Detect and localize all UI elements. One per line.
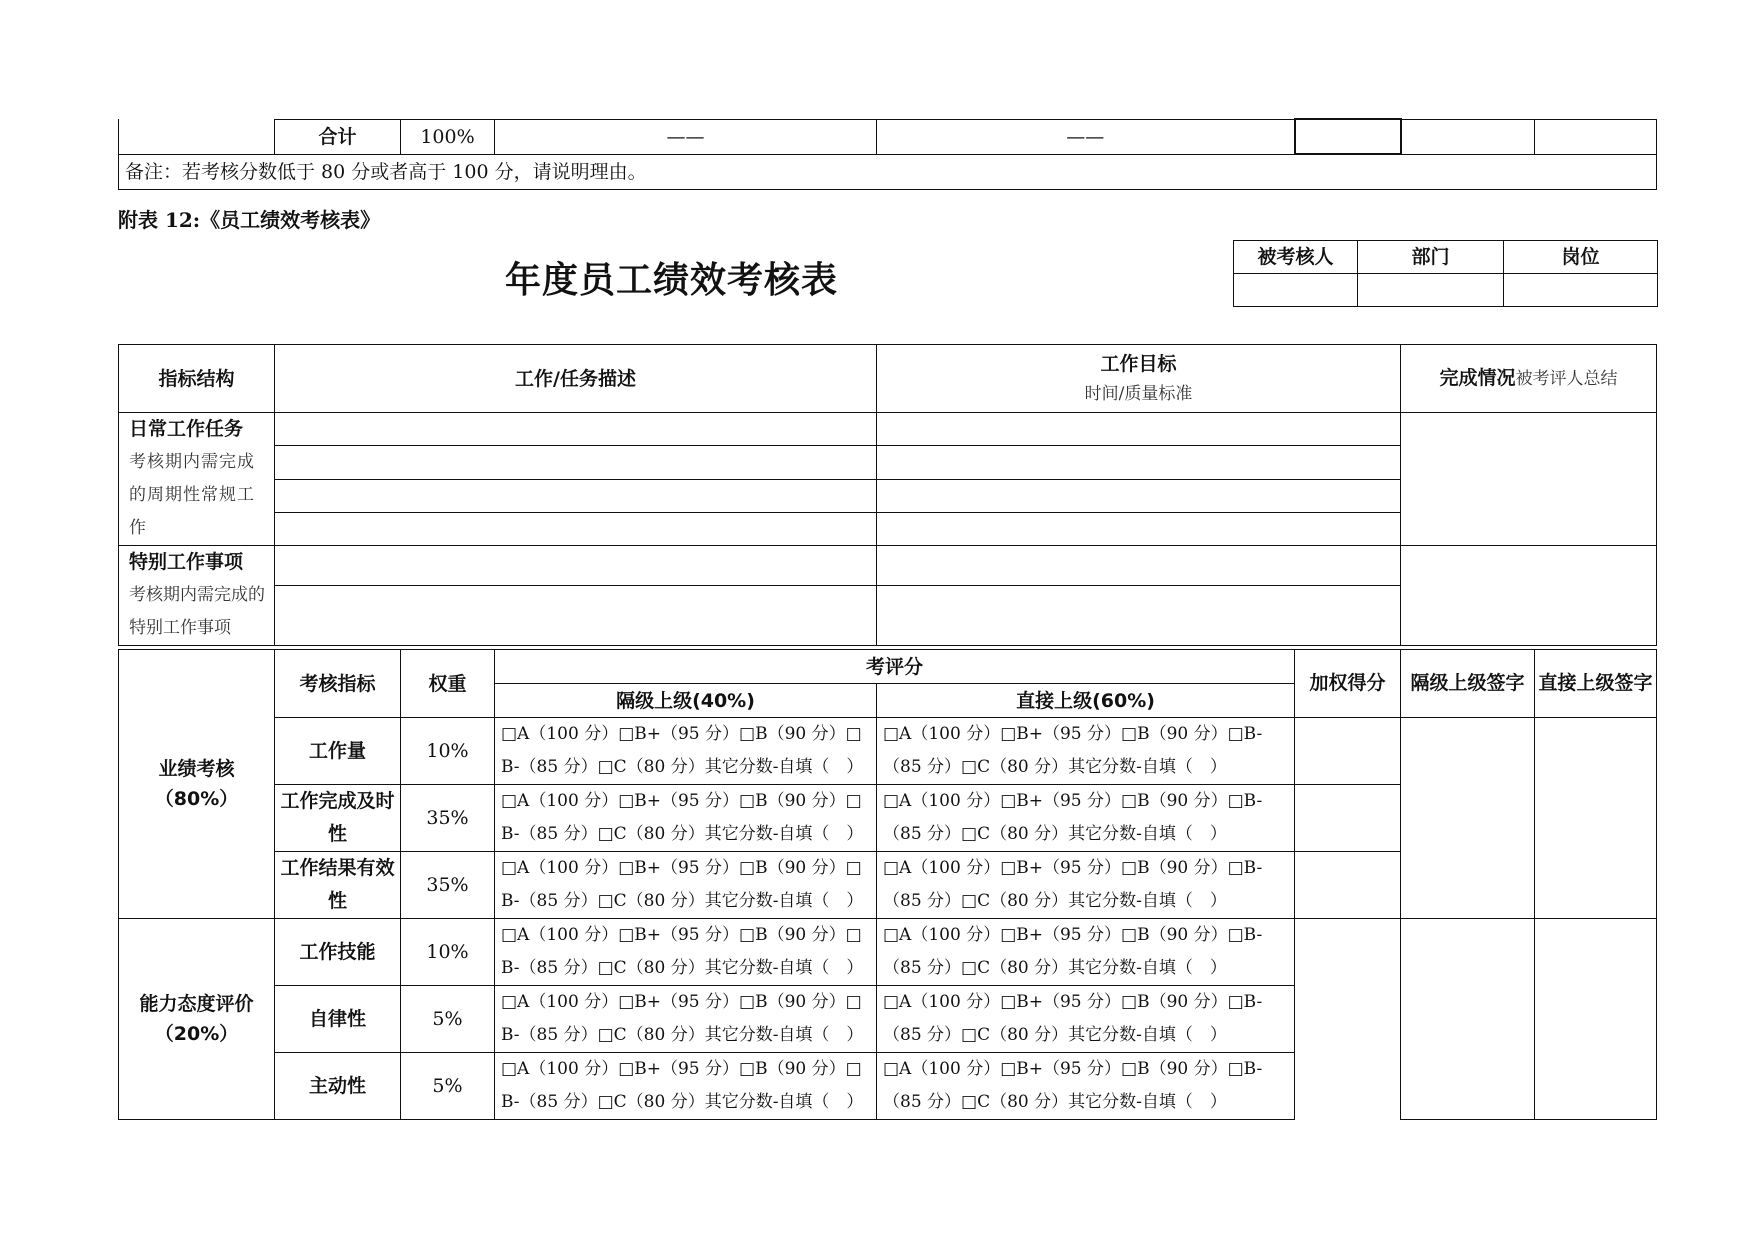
option-line: □A（100 分）□B+（95 分）□B（90 分）□B- [883,724,1263,744]
total-score-cell[interactable] [1295,119,1401,154]
header-structure: 指标结构 [119,345,275,413]
daily-task-cell [119,413,275,546]
option-line: B-（85 分）□C（80 分）其它分数-自填（ ） [501,757,864,777]
header-weighted: 加权得分 [1295,650,1401,718]
task-goal-field[interactable] [877,512,1401,545]
header-done [1401,345,1657,413]
task-desc-field[interactable] [275,512,877,545]
option-line: □A（100 分）□B+（95 分）□B（90 分）□ [501,1059,862,1079]
blank-cell [119,119,275,154]
task-goal-field[interactable] [877,586,1401,646]
header-score: 考评分 [495,650,1295,684]
indicator-weight: 5% [401,986,495,1053]
skip-level-options[interactable] [495,986,877,1053]
skip-level-options[interactable] [495,1053,877,1120]
skip-level-options[interactable] [495,785,877,852]
option-line: □A（100 分）□B+（95 分）□B（90 分）□ [501,791,862,811]
option-line: □A（100 分）□B+（95 分）□B（90 分）□ [501,992,862,1012]
department-field[interactable] [1358,274,1504,307]
option-line: （85 分）□C（80 分）其它分数-自填（ ） [883,1025,1227,1045]
direct-sign-field[interactable] [1535,718,1657,919]
header-goal [877,345,1401,413]
task-desc-field[interactable] [275,586,877,646]
skip-sign-field[interactable] [1401,919,1535,1120]
dash-cell: —— [495,119,877,154]
daily-task-desc: 考核期内需完成的周期性常规工作 [129,452,255,538]
direct-level-options[interactable] [877,852,1295,919]
option-line: B-（85 分）□C（80 分）其它分数-自填（ ） [501,958,864,978]
indicator-weight: 5% [401,1053,495,1120]
total-weight: 100% [401,119,495,154]
employee-info-box [1233,240,1658,307]
direct-level-options[interactable] [877,1053,1295,1120]
option-line: B-（85 分）□C（80 分）其它分数-自填（ ） [501,1025,864,1045]
total-label: 合计 [275,119,401,154]
indicator-weight: 10% [401,718,495,785]
category-performance-title: 业绩考核 [158,758,235,780]
blank-cell[interactable] [1401,119,1535,154]
weighted-score-field[interactable] [1295,1053,1401,1120]
weighted-score-field[interactable] [1295,785,1401,852]
examinee-label: 被考核人 [1234,241,1358,274]
option-line: □A（100 分）□B+（95 分）□B（90 分）□B- [883,791,1263,811]
special-task-cell [119,546,275,646]
appendix-label: 附表 12:《员工绩效考核表》 [118,208,381,232]
indicator-weight: 10% [401,919,495,986]
daily-done-field[interactable] [1401,413,1657,546]
dash-cell: —— [877,119,1295,154]
indicator-name: 主动性 [275,1053,401,1120]
task-goal-field[interactable] [877,446,1401,479]
header-indicator: 考核指标 [275,650,401,718]
option-line: B-（85 分）□C（80 分）其它分数-自填（ ） [501,891,864,911]
option-line: □A（100 分）□B+（95 分）□B（90 分）□ [501,724,862,744]
header-done-sub: 被考评人总结 [1515,369,1618,389]
task-goal-field[interactable] [877,413,1401,446]
category-performance-pct: （80%） [154,788,239,810]
option-line: □A（100 分）□B+（95 分）□B（90 分）□B- [883,925,1263,945]
header-goal-title: 工作目标 [1100,352,1177,375]
scoring-table [118,649,1657,919]
direct-level-options[interactable] [877,718,1295,785]
ability-table [118,918,1657,1120]
special-done-field[interactable] [1401,546,1657,646]
skip-level-options[interactable] [495,718,877,785]
option-line: B-（85 分）□C（80 分）其它分数-自填（ ） [501,824,864,844]
appraisal-table [118,344,1657,680]
header-direct-level: 直接上级(60%) [877,684,1295,718]
indicator-name: 工作完成及时性 [275,785,401,852]
position-field[interactable] [1504,274,1658,307]
option-line: □A（100 分）□B+（95 分）□B（90 分）□ [501,858,862,878]
indicator-name: 工作结果有效性 [275,852,401,919]
direct-sign-field[interactable] [1535,919,1657,1120]
header-task: 工作/任务描述 [275,345,877,413]
indicator-name: 工作量 [275,718,401,785]
page-title: 年度员工绩效考核表 [505,260,839,301]
indicator-name: 自律性 [275,986,401,1053]
task-desc-field[interactable] [275,413,877,446]
special-task-title: 特别工作事项 [129,551,244,573]
category-ability-title: 能力态度评价 [139,993,254,1015]
category-ability-pct: （20%） [154,1023,239,1045]
note-text: 备注：若考核分数低于 80 分或者高于 100 分，请说明理由。 [119,154,1657,189]
header-weight: 权重 [401,650,495,718]
task-desc-field[interactable] [275,479,877,512]
summary-table [118,118,1657,190]
option-line: □A（100 分）□B+（95 分）□B（90 分）□B- [883,858,1263,878]
skip-sign-field[interactable] [1401,718,1535,919]
task-desc-field[interactable] [275,546,877,586]
direct-level-options[interactable] [877,986,1295,1053]
category-performance [119,650,275,919]
option-line: □A（100 分）□B+（95 分）□B（90 分）□B- [883,1059,1263,1079]
skip-level-options[interactable] [495,852,877,919]
header-done-title: 完成情况 [1439,367,1516,389]
option-line: （85 分）□C（80 分）其它分数-自填（ ） [883,824,1227,844]
position-label: 岗位 [1504,241,1658,274]
indicator-weight: 35% [401,852,495,919]
skip-level-options[interactable] [495,919,877,986]
task-desc-field[interactable] [275,446,877,479]
option-line: □A（100 分）□B+（95 分）□B（90 分）□B- [883,992,1263,1012]
blank-cell[interactable] [1535,119,1657,154]
indicator-name: 工作技能 [275,919,401,986]
option-line: （85 分）□C（80 分）其它分数-自填（ ） [883,891,1227,911]
header-skip-sign: 隔级上级签字 [1401,650,1535,718]
option-line: B-（85 分）□C（80 分）其它分数-自填（ ） [501,1092,864,1112]
weighted-score-field[interactable] [1295,986,1401,1053]
examinee-field[interactable] [1234,274,1358,307]
department-label: 部门 [1358,241,1504,274]
option-line: （85 分）□C（80 分）其它分数-自填（ ） [883,1092,1227,1112]
header-skip-level: 隔级上级(40%) [495,684,877,718]
weighted-score-field[interactable] [1295,718,1401,785]
option-line: （85 分）□C（80 分）其它分数-自填（ ） [883,958,1227,978]
task-goal-field[interactable] [877,479,1401,512]
header-goal-sub: 时间/质量标准 [1084,383,1193,404]
daily-task-title: 日常工作任务 [129,418,244,440]
weighted-score-field[interactable] [1295,852,1401,919]
direct-level-options[interactable] [877,919,1295,986]
task-goal-field[interactable] [877,546,1401,586]
special-task-desc: 考核期内需完成的特别工作事项 [129,585,265,638]
indicator-weight: 35% [401,785,495,852]
option-line: （85 分）□C（80 分）其它分数-自填（ ） [883,757,1227,777]
weighted-score-field[interactable] [1295,919,1401,986]
header-direct-sign: 直接上级签字 [1535,650,1657,718]
direct-level-options[interactable] [877,785,1295,852]
option-line: □A（100 分）□B+（95 分）□B（90 分）□ [501,925,862,945]
category-ability [119,919,275,1120]
